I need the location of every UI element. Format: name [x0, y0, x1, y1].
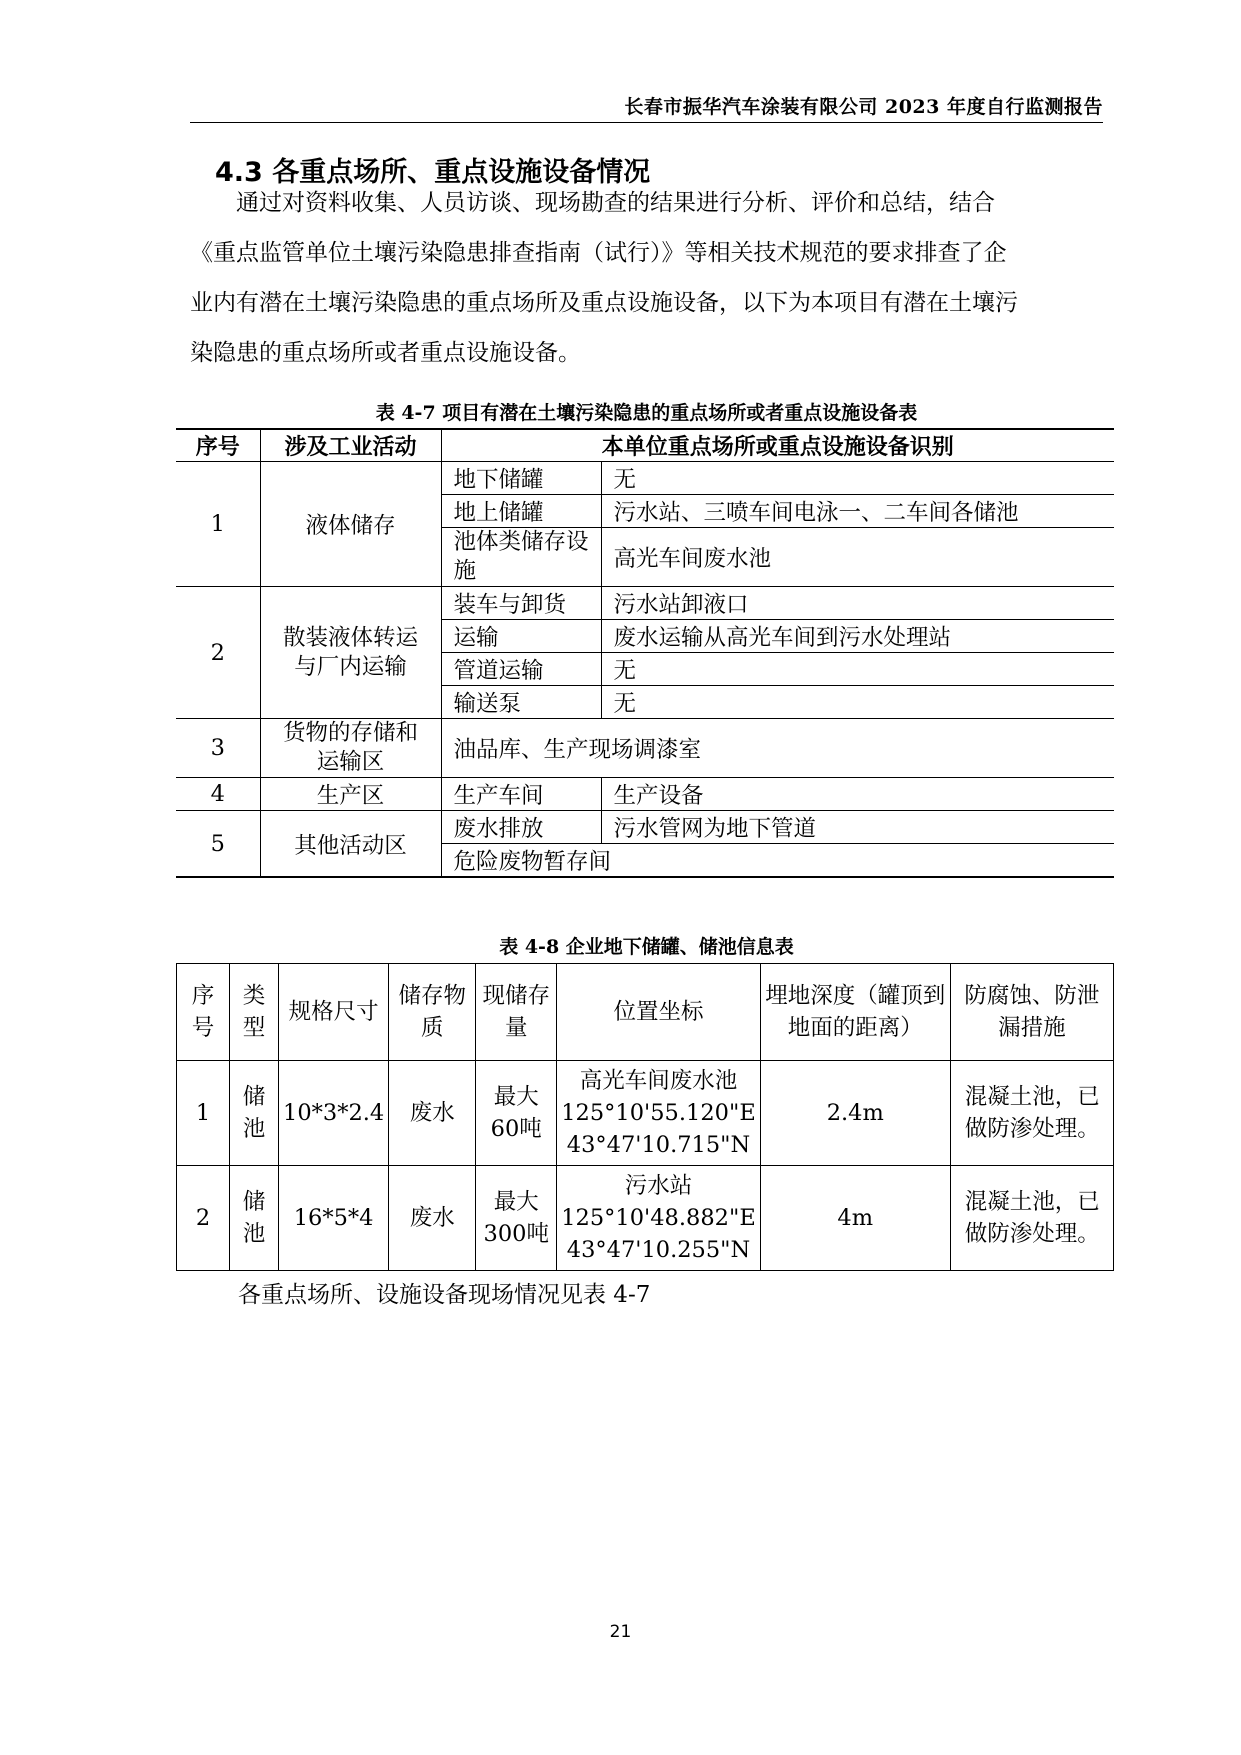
row-number: 5: [176, 811, 260, 878]
facility-cell: 废水排放: [441, 811, 601, 844]
type-cell: 储池: [230, 1061, 279, 1166]
table-row: [176, 778, 1114, 811]
activity-cell: 散装液体转运与厂内运输: [260, 587, 441, 719]
location-cell: [557, 1061, 761, 1166]
row-number: 1: [176, 462, 260, 587]
table2-caption: 表 4-8 企业地下储罐、储池信息表: [499, 936, 794, 958]
substance-cell: 废水: [389, 1166, 476, 1271]
type-cell: 储池: [230, 1166, 279, 1271]
facility-cell: 装车与卸货: [441, 587, 601, 620]
column-header: 涉及工业活动: [260, 429, 441, 462]
detail-cell: 污水管网为地下管道: [601, 811, 1114, 844]
amount-cell: 最大300吨: [476, 1166, 557, 1271]
paragraph-line: 业内有潜在土壤污染隐患的重点场所及重点设施设备，以下为本项目有潜在土壤污: [190, 290, 1018, 316]
measure-cell: 混凝土池，已做防渗处理。: [950, 1061, 1113, 1166]
column-header: 现储存量: [476, 964, 557, 1061]
location-name: 高光车间废水池: [579, 1068, 738, 1094]
row-number: 4: [176, 778, 260, 811]
location-cell: [557, 1166, 761, 1271]
amount-cell: 最大60吨: [476, 1061, 557, 1166]
column-header: 储存物质: [389, 964, 476, 1061]
depth-cell: 4m: [760, 1166, 950, 1271]
location-name: 污水站: [624, 1173, 693, 1199]
detail-cell: 污水站、三喷车间电泳一、二车间各储池: [601, 495, 1114, 528]
paragraph-line: 染隐患的重点场所或者重点设施设备。: [190, 340, 581, 366]
paragraph-line: 通过对资料收集、人员访谈、现场勘查的结果进行分析、评价和总结，结合: [236, 190, 995, 216]
latitude: 43°47'10.715"N: [566, 1132, 751, 1158]
column-header: 位置坐标: [557, 964, 761, 1061]
row-number: 2: [177, 1166, 230, 1271]
column-header: 埋地深度（罐顶到地面的距离）: [760, 964, 950, 1061]
detail-cell: 无: [601, 653, 1114, 686]
facility-cell: 生产车间: [441, 778, 601, 811]
underground-tank-table: [176, 963, 1114, 1271]
detail-cell: 污水站卸液口: [601, 587, 1114, 620]
facility-cell: 地下储罐: [441, 462, 601, 495]
row-number: 3: [176, 719, 260, 778]
table-row: [177, 1166, 1114, 1271]
depth-cell: 2.4m: [760, 1061, 950, 1166]
table-row: [176, 587, 1114, 620]
section-heading: 4.3 各重点场所、重点设施设备情况: [215, 157, 651, 188]
row-number: 2: [176, 587, 260, 719]
activity-cell: 生产区: [260, 778, 441, 811]
reference-note: 各重点场所、设施设备现场情况见表 4-7: [238, 1282, 651, 1308]
substance-cell: 废水: [389, 1061, 476, 1166]
paragraph-line: 《重点监管单位土壤污染隐患排查指南（试行）》等相关技术规范的要求排查了企: [190, 240, 1007, 266]
page-number: 21: [609, 1622, 632, 1642]
intro-paragraph: [190, 178, 1103, 378]
column-header: 防腐蚀、防泄漏措施: [950, 964, 1113, 1061]
facility-cell: 池体类储存设施: [441, 528, 601, 587]
latitude: 43°47'10.255"N: [566, 1237, 751, 1263]
column-header: 序号: [176, 429, 260, 462]
facility-cell: 油品库、生产现场调漆室: [441, 719, 1114, 778]
column-header: 序号: [177, 964, 230, 1061]
column-header: 类型: [230, 964, 279, 1061]
facility-cell: 地上储罐: [441, 495, 601, 528]
table1-caption: 表 4-7 项目有潜在土壤污染隐患的重点场所或者重点设施设备表: [375, 402, 918, 424]
activity-cell: 其他活动区: [260, 811, 441, 878]
activity-cell: 货物的存储和运输区: [260, 719, 441, 778]
detail-cell: 无: [601, 462, 1114, 495]
table-row: [176, 462, 1114, 495]
activity-cell: 液体储存: [260, 462, 441, 587]
detail-cell: 废水运输从高光车间到污水处理站: [601, 620, 1114, 653]
size-cell: 16*5*4: [279, 1166, 389, 1271]
facility-cell: 危险废物暂存间: [441, 844, 1114, 878]
column-header: 规格尺寸: [279, 964, 389, 1061]
table-row: [176, 811, 1114, 844]
detail-cell: 高光车间废水池: [601, 528, 1114, 587]
facility-cell: 管道运输: [441, 653, 601, 686]
row-number: 1: [177, 1061, 230, 1166]
size-cell: 10*3*2.4: [279, 1061, 389, 1166]
measure-cell: 混凝土池，已做防渗处理。: [950, 1166, 1113, 1271]
table-header-row: [177, 964, 1114, 1061]
table-row: [177, 1061, 1114, 1166]
detail-cell: 生产设备: [601, 778, 1114, 811]
column-header: 本单位重点场所或重点设施设备识别: [441, 429, 1114, 462]
table-row: [176, 719, 1114, 778]
running-header: 长春市振华汽车涂装有限公司 2023 年度自行监测报告: [624, 96, 1103, 118]
detail-cell: 无: [601, 686, 1114, 719]
key-facilities-table: [176, 428, 1114, 878]
longitude: 125°10'55.120"E: [561, 1100, 756, 1126]
facility-cell: 运输: [441, 620, 601, 653]
table-header-row: [176, 429, 1114, 462]
longitude: 125°10'48.882"E: [561, 1205, 756, 1231]
facility-cell: 输送泵: [441, 686, 601, 719]
header-rule: [190, 122, 1103, 123]
